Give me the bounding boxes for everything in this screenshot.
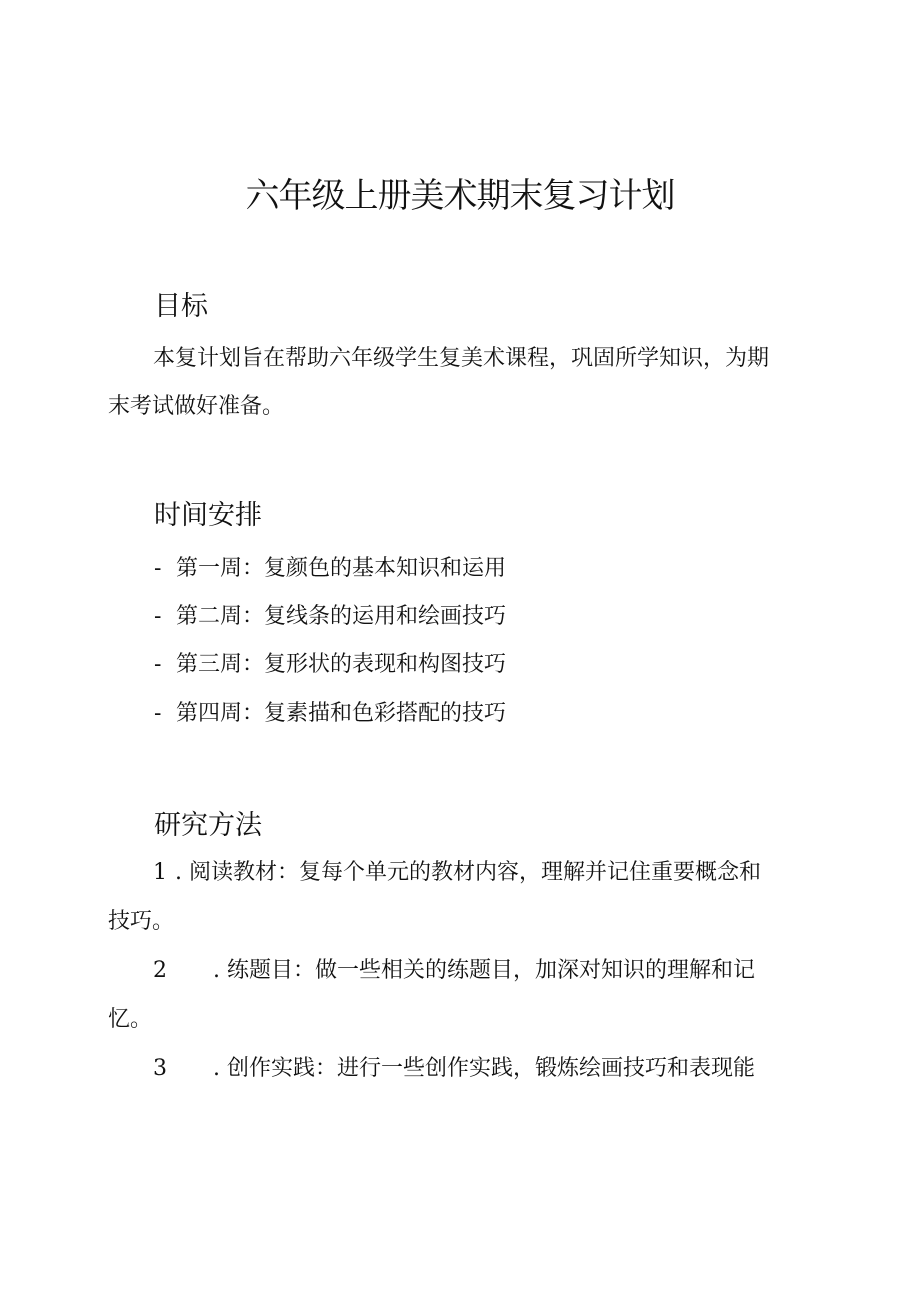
method-line-2: 忆。 xyxy=(108,1007,153,1032)
method-line-1: . 创作实践：进行一些创作实践，锻炼绘画技巧和表现能 xyxy=(213,1056,755,1081)
list-dash: - xyxy=(154,556,162,581)
goal-line-1: 本复计划旨在帮助六年级学生复美术课程，巩固所学知识，为期 xyxy=(153,346,770,371)
list-dash: - xyxy=(154,652,162,677)
schedule-item-3 xyxy=(154,651,506,679)
method-number: 2 xyxy=(153,958,167,983)
goal-paragraph xyxy=(108,346,808,420)
goal-heading: 目标 xyxy=(154,291,208,322)
goal-line-2: 末考试做好准备。 xyxy=(108,394,285,419)
method-number: 1 xyxy=(153,860,167,885)
schedule-item-text: 第三周：复形状的表现和构图技巧 xyxy=(176,652,507,677)
method-line-2: 技巧。 xyxy=(108,909,175,934)
schedule-heading: 时间安排 xyxy=(154,500,262,531)
schedule-item-2 xyxy=(154,603,506,631)
schedule-item-1 xyxy=(154,555,506,583)
method-item-2 xyxy=(108,958,808,1033)
method-item-3 xyxy=(108,1056,808,1082)
document-title: 六年级上册美术期末复习计划 xyxy=(245,176,675,216)
schedule-item-text: 第四周：复素描和色彩搭配的技巧 xyxy=(176,701,507,726)
schedule-item-4 xyxy=(154,700,506,728)
methods-heading: 研究方法 xyxy=(154,810,262,841)
schedule-item-text: 第一周：复颜色的基本知识和运用 xyxy=(176,556,507,581)
schedule-item-text: 第二周：复线条的运用和绘画技巧 xyxy=(176,604,507,629)
method-line-1: . 阅读教材：复每个单元的教材内容，理解并记住重要概念和 xyxy=(175,860,761,885)
method-number: 3 xyxy=(153,1056,167,1081)
method-line-1: . 练题目：做一些相关的练题目，加深对知识的理解和记 xyxy=(213,958,755,983)
list-dash: - xyxy=(154,701,162,726)
method-item-1 xyxy=(108,860,808,935)
list-dash: - xyxy=(154,604,162,629)
